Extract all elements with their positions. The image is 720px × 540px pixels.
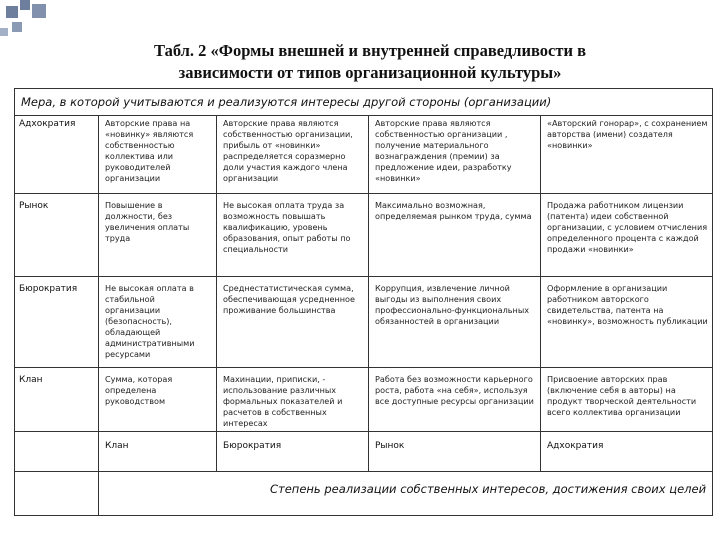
table-cell: Работа без возможности карьерного роста, работа «на себя», используя все доступные ресурсы организации: [369, 368, 541, 432]
table-cell: Не высокая оплата труда за возможность повышать квалификацию, уровень образования, опыт работы по специальности: [217, 194, 369, 277]
table-cell: Максимально возможная, определяемая рынком труда, сумма: [369, 194, 541, 277]
title-line-1: Табл. 2 «Формы внешней и внутренней справедливости в: [153, 41, 587, 60]
table-cell: Повышение в должности, без увеличения оплаты труда: [99, 194, 217, 277]
row-label: Адхократия: [15, 116, 99, 194]
table-cell: Авторские права являются собственностью организации , получение материального вознаграждения (премии) за предложение идеи, разработку «новинки»: [369, 116, 541, 194]
table-row: [15, 116, 713, 194]
row-label: Рынок: [15, 194, 99, 277]
table-cell: Сумма, которая определена руководством: [99, 368, 217, 432]
table-footer-row: [15, 472, 713, 516]
table-cell: Коррупция, извлечение личной выгоды из выполнения своих профессионально-функциональных обязанностей в организации: [369, 277, 541, 368]
bottom-label: Бюрократия: [217, 432, 369, 472]
table-row: [15, 368, 713, 432]
bottom-label: Рынок: [369, 432, 541, 472]
table-cell: Продажа работником лицензии (патента) идеи собственной организации, с условием отчисления определенного процента с каждой продажи «новинки»: [541, 194, 713, 277]
row-label: Клан: [15, 368, 99, 432]
table-cell: Среднестатистическая сумма, обеспечивающая усредненное проживание большинства: [217, 277, 369, 368]
deco-square: [12, 22, 22, 32]
deco-square: [6, 6, 18, 18]
bottom-label: Клан: [99, 432, 217, 472]
table-cell: Махинации, приписки, - использование различных формальных показателей и расчетов в собственных интересах: [217, 368, 369, 432]
table-cell: Авторские права являются собственностью организации, прибыль от «новинки» распределяется соразмерно доли участия каждого члена организации: [217, 116, 369, 194]
bottom-label: Адхократия: [541, 432, 713, 472]
table-row: [15, 194, 713, 277]
table-cell: Оформление в организации работником авторского свидетельства, патента на «новинку», возможность публикации: [541, 277, 713, 368]
table-header-row: [15, 89, 713, 116]
table-footer-text: Степень реализации собственных интересов, достижения своих целей: [99, 472, 713, 516]
table-cell: Авторские права на «новинку» являются собственностью коллектива или руководителей организации: [99, 116, 217, 194]
empty-cell: [15, 472, 99, 516]
page-title: [90, 40, 650, 84]
bottom-axis-row: [15, 432, 713, 472]
table-row: [15, 277, 713, 368]
row-label: Бюрократия: [15, 277, 99, 368]
table-cell: Присвоение авторских прав (включение себя в авторы) на продукт творческой деятельности всего коллектива организации: [541, 368, 713, 432]
empty-cell: [15, 432, 99, 472]
table-header-text: Мера, в которой учитываются и реализуются интересы другой стороны (организации): [15, 89, 713, 116]
decorative-squares: [0, 0, 60, 40]
deco-square: [32, 4, 46, 18]
title-line-2: зависимости от типов организационной культуры»: [178, 63, 562, 82]
table-cell: «Авторский гонорар», с сохранением авторства (имени) создателя «новинки»: [541, 116, 713, 194]
deco-square: [0, 28, 8, 36]
deco-square: [20, 0, 30, 10]
table-cell: Не высокая оплата в стабильной организации (безопасность), обладающей административными ресурсами: [99, 277, 217, 368]
justice-forms-table: [14, 88, 713, 516]
